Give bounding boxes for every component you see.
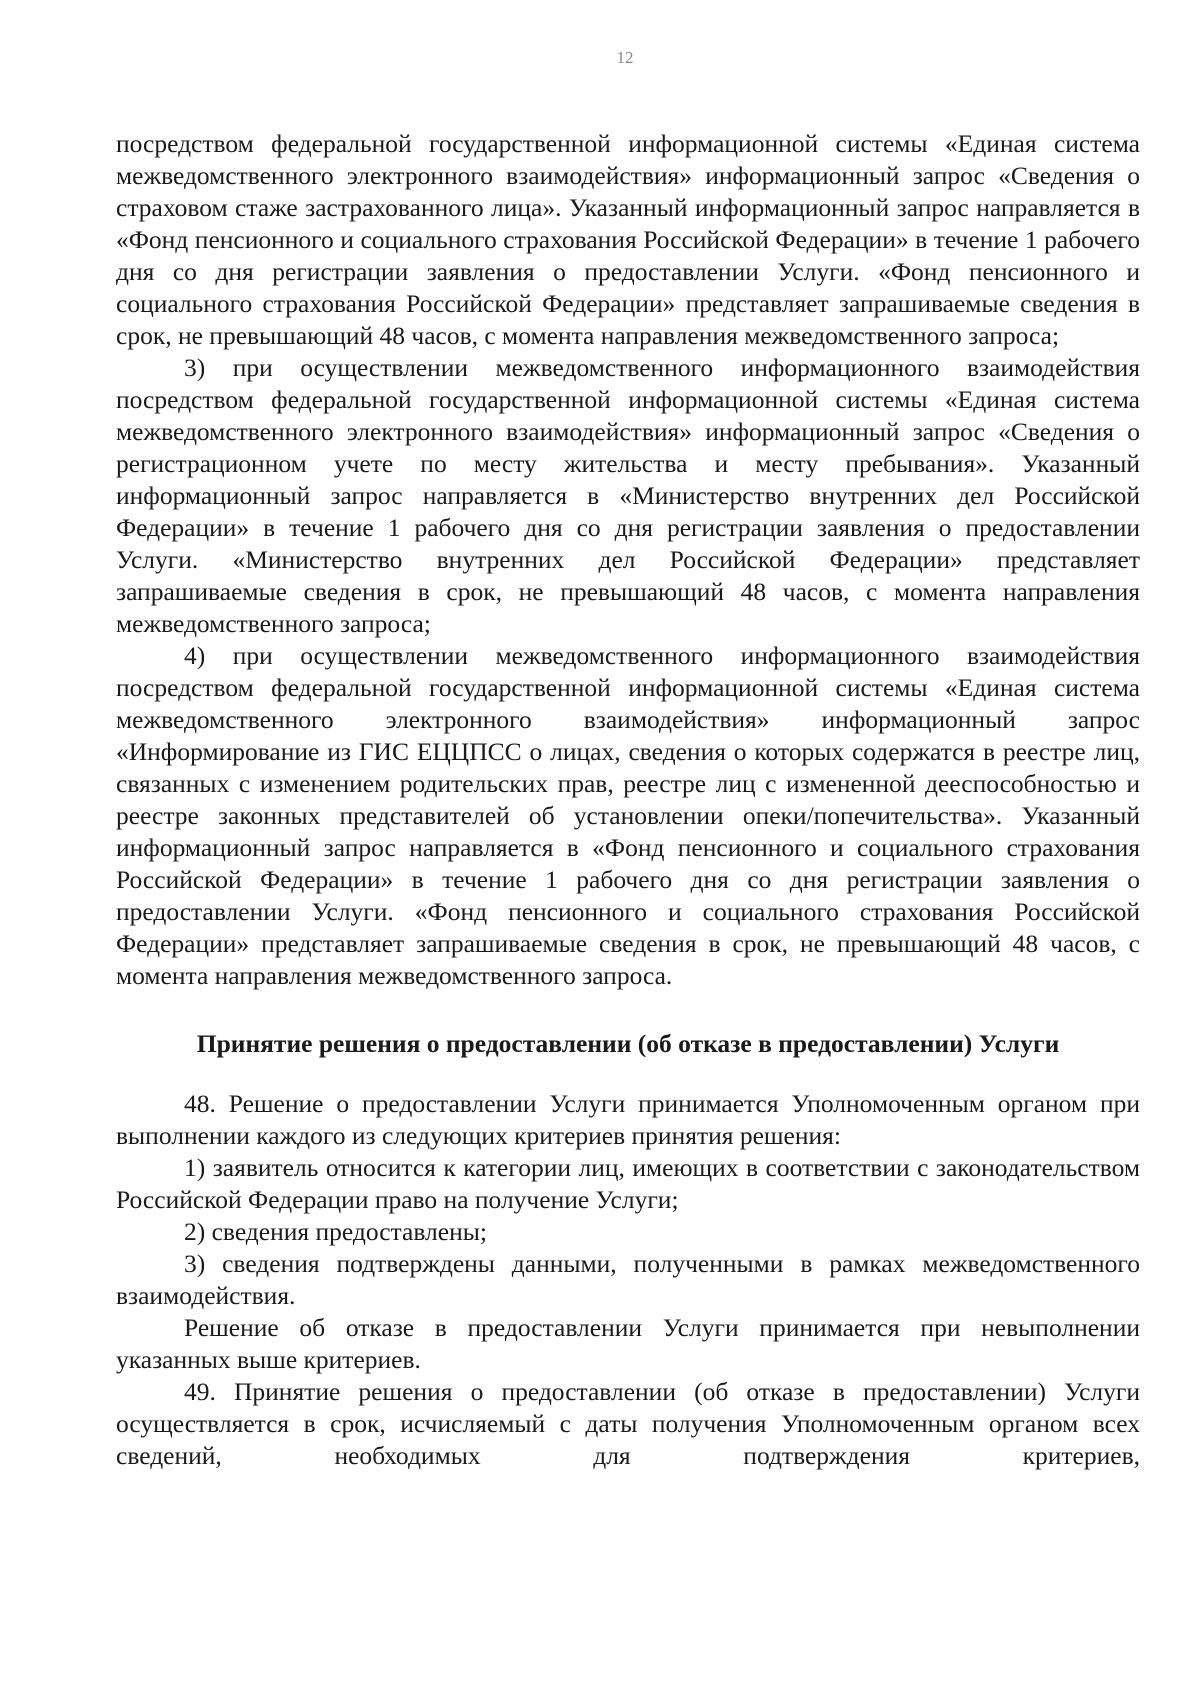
criterion-2: 2) сведения предоставлены;: [184, 1217, 487, 1246]
document-body: [116, 128, 1140, 1472]
paragraph-refusal: Решение об отказе в предоставлении Услуги принимается при невыполнении указанных выше критериев.: [116, 1313, 1140, 1374]
paragraph-item-4: 4) при осуществлении межведомственного информационного взаимодействия посредством федеральной государственной информационной системы «Единая система межведомственного электронного взаимодействия» информационный запрос «Информирование из ГИС ЕЦЦПСС о лицах, сведения о которых содержатся в реестре лиц, связанных с изменением родительских прав, реестре лиц с измененной дееспособностью и реестре законных представителей об установлении опеки/попечительства». Указанный информационный запрос направляется в «Фонд пенсионного и социального страхования Российской Федерации» в течение 1 рабочего дня со дня регистрации заявления о предоставлении Услуги. «Фонд пенсионного и социального страхования Российской Федерации» представляет запрашиваемые сведения в срок, не превышающий 48 часов, с момента направления межведомственного запроса.: [116, 641, 1140, 990]
paragraph-continuation: посредством федеральной государственной информационной системы «Единая система межведомственного электронного взаимодействия» информационный запрос «Сведения о страховом стаже застрахованного лица». Указанный информационный запрос направляется в «Фонд пенсионного и социального страхования Российской Федерации» в течение 1 рабочего дня со дня регистрации заявления о предоставлении Услуги. «Фонд пенсионного и социального страхования Российской Федерации» представляет запрашиваемые сведения в срок, не превышающий 48 часов, с момента направления межведомственного запроса;: [116, 129, 1140, 350]
paragraph-49: 49. Принятие решения о предоставлении (об отказе в предоставлении) Услуги осуществляется в срок, исчисляемый с даты получения Уполномоченным органом всех сведений, необходимых для подтверждения критериев,: [116, 1377, 1140, 1470]
paragraph-item-3: 3) при осуществлении межведомственного информационного взаимодействия посредством федеральной государственной информационной системы «Единая система межведомственного электронного взаимодействия» информационный запрос «Сведения о регистрационном учете по месту жительства и месту пребывания». Указанный информационный запрос направляется в «Министерство внутренних дел Российской Федерации» в течение 1 рабочего дня со дня регистрации заявления о предоставлении Услуги. «Министерство внутренних дел Российской Федерации» представляет запрашиваемые сведения в срок, не превышающий 48 часов, с момента направления межведомственного запроса;: [116, 353, 1140, 638]
page-number: 12: [616, 48, 634, 67]
criterion-1: 1) заявитель относится к категории лиц, имеющих в соответствии с законодательством Российской Федерации право на получение Услуги;: [116, 1153, 1140, 1214]
criterion-3: 3) сведения подтверждены данными, полученными в рамках межведомственного взаимодействия.: [116, 1249, 1140, 1310]
section-heading: Принятие решения о предоставлении (об отказе в предоставлении) Услуги: [196, 1029, 1060, 1058]
paragraph-48: 48. Решение о предоставлении Услуги принимается Уполномоченным органом при выполнении каждого из следующих критериев принятия решения:: [116, 1089, 1140, 1150]
